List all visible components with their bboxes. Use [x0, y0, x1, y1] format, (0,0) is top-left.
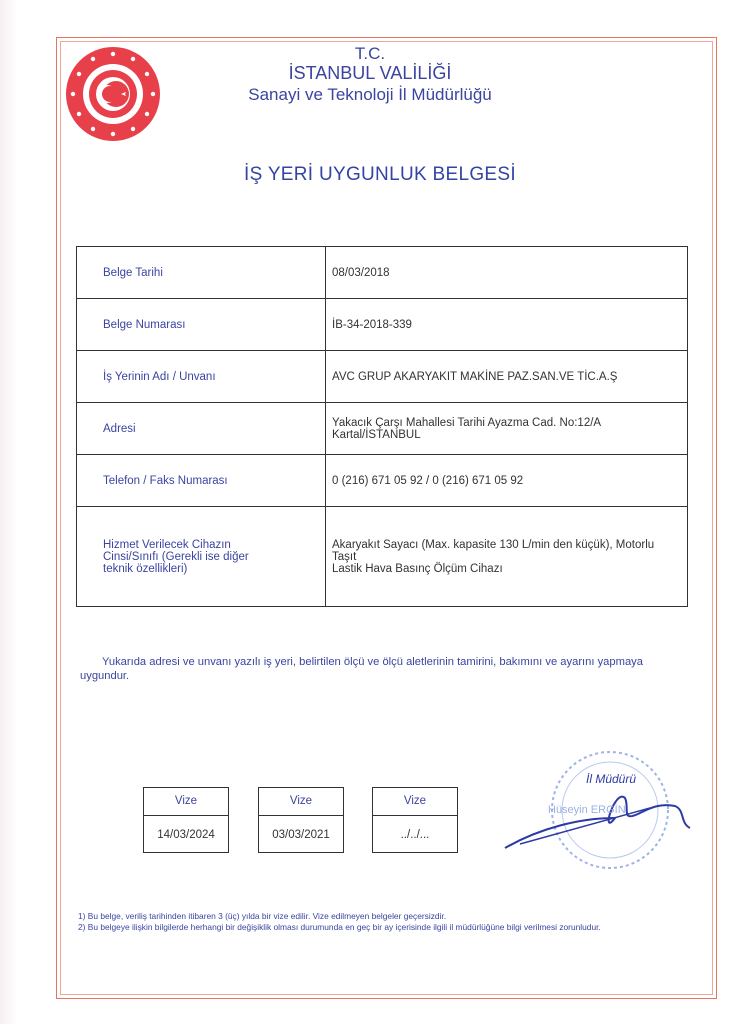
- row-label: Adresi: [77, 403, 326, 455]
- vize-box-3: [372, 787, 458, 853]
- header-tc: T.C.: [354, 44, 386, 63]
- table-row: [77, 403, 688, 455]
- row-label: Belge Tarihi: [77, 247, 326, 299]
- director-title: İl Müdürü: [586, 772, 637, 786]
- table-row: [77, 247, 688, 299]
- table-row: [77, 299, 688, 351]
- row-value: AVC GRUP AKARYAKIT MAKİNE PAZ.SAN.VE TİC.A.Ş: [326, 351, 688, 403]
- page-edge-tint: [0, 0, 18, 1024]
- value-line-2: Lastik Hava Basınç Ölçüm Cihazı: [332, 562, 503, 575]
- vize-label: Vize: [144, 788, 228, 816]
- document-title: İŞ YERİ UYGUNLUK BELGESİ: [244, 164, 516, 185]
- footnote-1: 1) Bu belge, veriliş tarihinden itibaren 3 (üç) yılda bir vize edilir. Vize edilmeyen belgeler geçersizdir.: [78, 911, 447, 921]
- row-value: 0 (216) 671 05 92 / 0 (216) 671 05 92: [326, 455, 688, 507]
- table-row: [77, 455, 688, 507]
- ministry-logo-icon: [63, 44, 163, 144]
- row-value: 08/03/2018: [326, 247, 688, 299]
- row-label: Belge Numarası: [77, 299, 326, 351]
- vize-date: 03/03/2021: [272, 829, 330, 841]
- table-row: [77, 351, 688, 403]
- footnotes: [78, 911, 678, 932]
- conformity-statement: Yukarıda adresi ve unvanı yazılı iş yeri, belirtilen ölçü ve ölçü aletlerinin tamirini, bakımını ve ayarını yapmaya uygundur.: [80, 656, 643, 682]
- row-label: [77, 507, 326, 607]
- vize-date: 14/03/2024: [157, 829, 215, 841]
- row-label: Telefon / Faks Numarası: [77, 455, 326, 507]
- vize-label: Vize: [373, 788, 457, 816]
- row-value: [326, 507, 688, 607]
- label-line-2: Cinsi/Sınıfı (Gerekli ise diğer: [103, 550, 249, 563]
- row-value: [326, 403, 688, 455]
- row-label: İş Yerinin Adı / Unvanı: [77, 351, 326, 403]
- label-line-1: Hizmet Verilecek Cihazın: [103, 538, 231, 551]
- header-governorship: İSTANBUL VALİLİĞİ: [288, 63, 452, 83]
- vize-box-2: [258, 787, 344, 853]
- value-line-1: Akaryakıt Sayacı (Max. kapasite 130 L/min den küçük), Motorlu Taşıt: [332, 538, 655, 563]
- footnote-2: 2) Bu belgeye ilişkin bilgilerde herhangi bir değişiklik olması durumunda en geç bir ay içerisinde ilgili il müdürlüğüne bilgi verilmesi zorunludur.: [78, 921, 601, 932]
- label-line-3: teknik özellikleri): [103, 562, 188, 575]
- address-line-1: Yakacık Çarşı Mahallesi Tarihi Ayazma Cad. No:12/A: [332, 416, 602, 429]
- address-line-2: Kartal/İSTANBUL: [332, 428, 421, 441]
- row-value: İB-34-2018-339: [326, 299, 688, 351]
- header-directorate: Sanayi ve Teknoloji İl Müdürlüğü: [248, 85, 492, 104]
- director-name: Hüseyin ERGİN: [548, 804, 626, 816]
- vize-box-1: [143, 787, 229, 853]
- vize-label: Vize: [259, 788, 343, 816]
- table-row: [77, 507, 688, 607]
- certificate-info-table: [76, 246, 688, 607]
- official-stamp-signature: [500, 748, 700, 888]
- vize-date: ../../...: [400, 829, 430, 841]
